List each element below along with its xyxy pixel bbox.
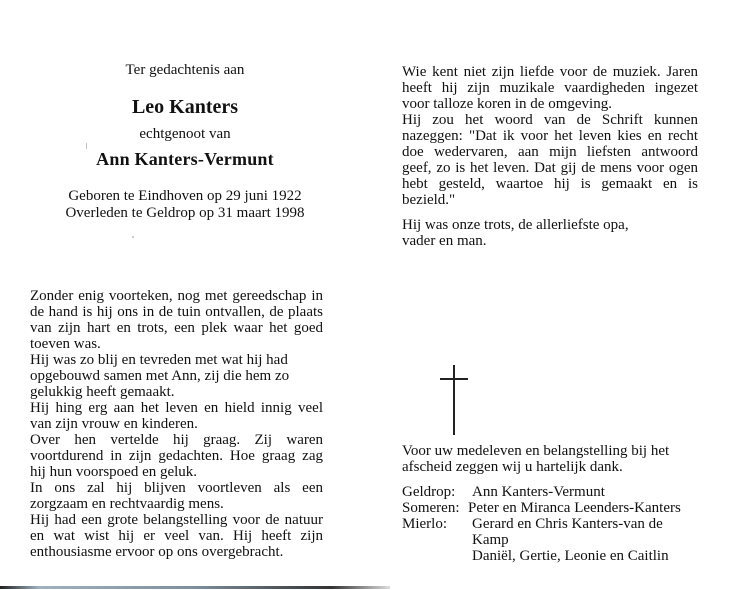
thanks-block xyxy=(402,443,702,564)
closing-text: Hij was onze trots, de allerliefste opa, vader en man. xyxy=(402,217,629,249)
family-place xyxy=(402,548,472,564)
paragraph: In ons zal hij blijven voortleven als een zorgzaam en rechtvaardig mens. xyxy=(30,480,323,512)
family-names: Ann Kanters-Vermunt xyxy=(472,484,605,500)
family-row xyxy=(402,484,702,500)
right-text-block xyxy=(402,64,698,249)
family-list xyxy=(402,484,702,564)
cross-vertical xyxy=(453,365,455,435)
life-dates xyxy=(60,188,310,222)
scan-speck xyxy=(86,143,87,149)
thanks-text: Voor uw medeleven en belangstelling bij het afscheid zeggen wij u hartelijk dank. xyxy=(402,443,670,475)
deceased-name: Leo Kanters xyxy=(131,96,239,118)
death-line: Overleden te Geldrop op 31 maart 1998 xyxy=(65,205,305,221)
paragraph: Hij had een grote belangstelling voor de natuur en wat wist hij er veel van. Hij heeft zijn enthousiasme ervoor op ons overgebracht. xyxy=(30,512,323,560)
family-place: Mierlo: xyxy=(402,516,447,532)
scan-edge xyxy=(0,586,390,589)
family-names: Gerard en Chris Kanters-van de Kamp xyxy=(472,516,663,548)
cross-horizontal xyxy=(440,378,468,380)
spouse-name: Ann Kanters-Vermunt xyxy=(96,149,274,169)
birth-line: Geboren te Eindhoven op 29 juni 1922 xyxy=(68,188,302,204)
intro-text: Ter gedachtenis aan xyxy=(125,62,245,78)
paragraph: Hij zou het woord van de Schrift kunnen nazeggen: "Dat ik voor het leven kies en recht doe wedervaren, aan mijn liefsten antwoord geef, zo is het leven. Dat gij de mens voor ogen hebt gesteld, waartoe hij is gemaakt en is bezield." xyxy=(402,112,698,208)
cross-icon xyxy=(440,365,470,435)
family-place: Someren: xyxy=(402,500,460,516)
family-row xyxy=(402,548,702,564)
paragraph: Hij was zo blij en tevreden met wat hij had opgebouwd samen met Ann, zij die hem zo gelukkig heeft gemaakt. xyxy=(30,352,290,400)
spouse-label: echtgenoot van xyxy=(139,126,231,142)
family-row xyxy=(402,500,702,516)
family-names: Peter en Miranca Leenders-Kanters xyxy=(468,500,681,516)
left-text-block xyxy=(30,288,323,560)
paragraph: Hij hing erg aan het leven en hield innig veel van zijn vrouw en kinderen. xyxy=(30,400,323,432)
family-place: Geldrop: xyxy=(402,484,456,500)
family-row xyxy=(402,516,702,548)
family-names: Daniël, Gertie, Leonie en Caitlin xyxy=(472,548,669,564)
paragraph: Zonder enig voorteken, nog met gereedschap in de hand is hij ons in de tuin ontvallen, de plaats van zijn hart en trots, een plek waar het goed toeven was. xyxy=(30,288,323,352)
paragraph: Over hen vertelde hij graag. Zij waren voortdurend in zijn gedachten. Hoe graag zag hij hun voorspoed en geluk. xyxy=(30,432,323,480)
memorial-header xyxy=(60,50,310,222)
paragraph: Wie kent niet zijn liefde voor de muziek. Jaren heeft hij zijn muzikale vaardigheden ingezet voor talloze koren in de omgeving. xyxy=(402,64,698,112)
scan-speck xyxy=(132,236,134,238)
